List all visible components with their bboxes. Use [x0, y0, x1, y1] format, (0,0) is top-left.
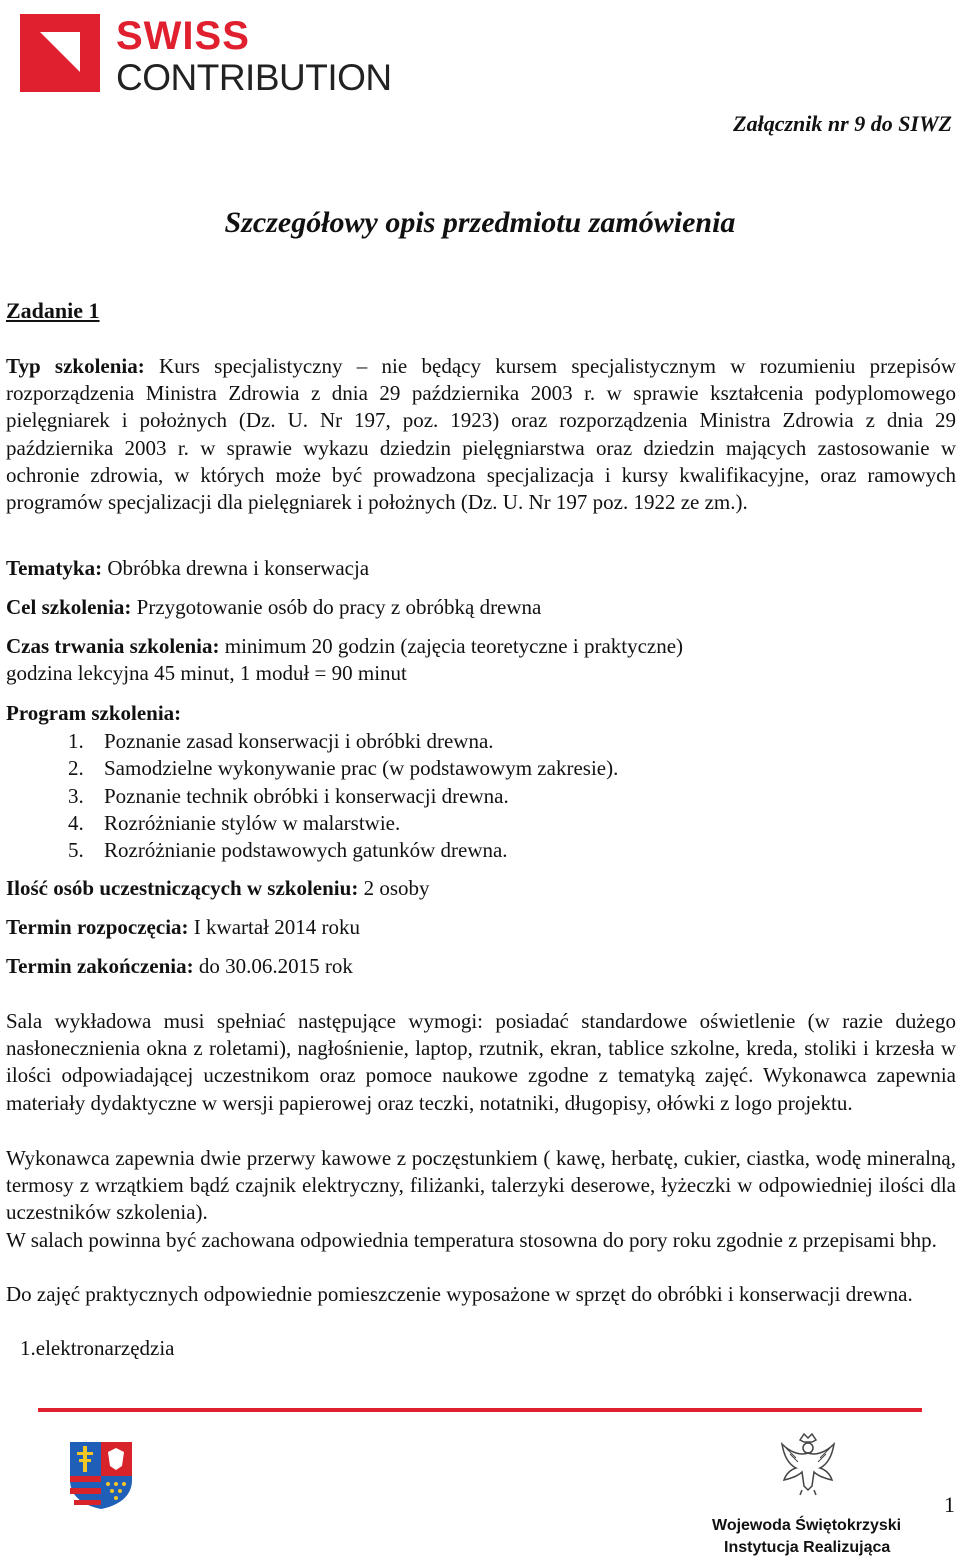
participants-label: Ilość osób uczestniczących w szkoleniu: [6, 876, 359, 900]
list-item-number: 2. [68, 756, 84, 781]
start-date-line [6, 914, 360, 941]
participants-text: 2 osoby [358, 876, 430, 900]
list-item [68, 837, 618, 864]
list-item [68, 755, 618, 782]
document-title: Szczegółowy opis przedmiotu zamówienia [224, 206, 736, 239]
topic-label: Tematyka: [6, 556, 103, 580]
list-item-number: 3. [68, 783, 84, 808]
temperature-paragraph: W salach powinna być zachowana odpowiednia temperatura stosowna do pory roku zgodnie z przepisami bhp. [6, 1228, 937, 1252]
duration-label: Czas trwania szkolenia: [6, 634, 220, 658]
swiss-logo-mark-icon [20, 14, 100, 92]
list-item [68, 810, 618, 837]
training-type-label: Typ szkolenia: [6, 354, 145, 378]
end-date-text: do 30.06.2015 rok [193, 954, 353, 978]
list-item-text: Poznanie zasad konserwacji i obróbki drewna. [104, 729, 494, 753]
practical-rooms-paragraph: Do zajęć praktycznych odpowiednie pomieszczenie wyposażone w sprzęt do obróbki i konserwacji drewna. [6, 1282, 913, 1306]
start-date-label: Termin rozpoczęcia: [6, 915, 189, 939]
topic-text: Obróbka drewna i konserwacja [102, 556, 370, 580]
lesson-length-line: godzina lekcyjna 45 minut, 1 moduł = 90 minut [6, 661, 407, 685]
duration-line [6, 633, 683, 660]
list-item-text: Rozróżnianie stylów w malarstwie. [104, 810, 401, 835]
coffee-breaks-paragraph: Wykonawca zapewnia dwie przerwy kawowe z poczęstunkiem ( kawę, herbatę, cukier, ciastka, wodę mineralną, termosy z wrzątkiem bądź czajnik elektryczny, filiżanki, talerzyki deserowe, łyżeczki w odpowiedniej ilości dla uczestników szkolenia). [6, 1146, 956, 1225]
training-type-text: Kurs specjalistyczny – nie będący kursem specjalistycznym w rozumieniu przepisów rozporządzenia Ministra Zdrowia z dnia 29 października 2003 r. w sprawie kształcenia podyplomowego pielęgniarek i położnych (Dz. U. Nr 197, poz. 1923) oraz rozporządzenia Ministra Zdrowia z dnia 29 października 2003 r. w sprawie wykazu dziedzin pielęgniarstwa oraz dziedzin mających zastosowanie w ochronie zdrowia, w których może być prowadzona specjalizacja i kursy kwalifikacyjne, oraz ramowych programów specjalizacji dla pielęgniarek i położnych (Dz. U. Nr 197 poz. 1922 ze zm.). [6, 354, 956, 515]
footer-divider [38, 1408, 922, 1412]
participants-line [6, 875, 430, 902]
list-item-text: Samodzielne wykonywanie prac (w podstawowym zakresie). [104, 756, 619, 781]
list-item [68, 783, 618, 810]
page-number: 1 [944, 1492, 955, 1517]
logo-word-contribution: CONTRIBUTION [116, 57, 392, 98]
start-date-text: I kwartał 2014 roku [188, 915, 360, 939]
swietokrzyskie-coat-of-arms-icon [68, 1440, 134, 1510]
task-heading: Zadanie 1 [6, 298, 100, 323]
footer-voivode: Wojewoda Świętokrzyski [712, 1517, 902, 1534]
list-item-number: 4. [68, 810, 84, 835]
topic-line [6, 555, 369, 582]
annex-label: Załącznik nr 9 do SIWZ [733, 111, 952, 136]
list-item [68, 728, 618, 755]
goal-text: Przygotowanie osób do pracy z obróbką drewna [131, 595, 542, 619]
goal-label: Cel szkolenia: [6, 595, 132, 619]
goal-line [6, 594, 541, 621]
training-type-paragraph [6, 353, 956, 516]
swiss-contribution-logo [20, 14, 410, 98]
footer-institution: Instytucja Realizująca [724, 1539, 891, 1556]
list-item-text: Rozróżnianie podstawowych gatunków drewna. [104, 838, 508, 863]
duration-text: minimum 20 godzin (zajęcia teoretyczne i praktyczne) [219, 634, 684, 658]
room-requirements-paragraph: Sala wykładowa musi spełniać następujące wymogi: posiadać standardowe oświetlenie (w razie dużego nasłonecznienia okna z roletami), nagłośnienie, laptop, rzutnik, ekran, tablice szkolne, kreda, stoliki i krzesła w ilości odpowiadającej uczestnikom oraz pomoce naukowe zgodne z tematyką zajęć. Wykonawca zapewnia materiały dydaktyczne w wersji papierowej oraz teczki, notatniki, długopisy, ołówki z logo projektu. [6, 1009, 956, 1115]
list-item-text: Poznanie technik obróbki i konserwacji drewna. [104, 783, 509, 808]
end-date-label: Termin zakończenia: [6, 954, 194, 978]
list-item-number: 5. [68, 838, 84, 863]
program-list [68, 728, 618, 864]
polish-eagle-emblem-icon [778, 1432, 838, 1496]
logo-word-swiss: SWISS [116, 14, 250, 58]
equipment-item: 1.elektronarzędzia [20, 1336, 175, 1360]
end-date-line [6, 953, 353, 980]
list-item-number: 1. [68, 729, 84, 753]
program-label: Program szkolenia: [6, 701, 182, 725]
program-heading [6, 700, 181, 727]
